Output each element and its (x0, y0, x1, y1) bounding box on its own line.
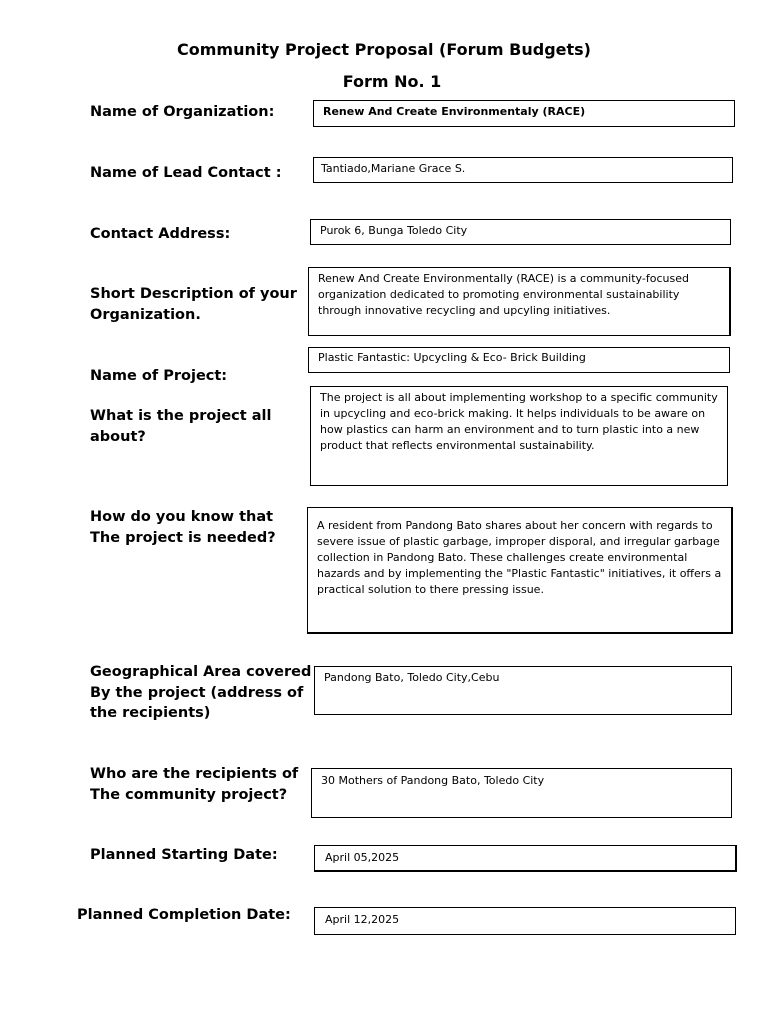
form-number: Form No. 1 (342, 72, 442, 91)
completion-date-label: Planned Completion Date: (77, 907, 291, 923)
organization-name-label: Name of Organization: (90, 104, 275, 120)
project-name-value: Plastic Fantastic: Upcycling & Eco- Brick Building (318, 351, 586, 364)
short-description-label (90, 284, 297, 325)
recipients-field[interactable] (311, 768, 732, 818)
geographical-area-label-line2: By the project (address of (90, 684, 304, 701)
project-about-label-line1: What is the project all (90, 408, 272, 424)
recipients-label-line2: The community project? (90, 786, 288, 803)
project-about-value: The project is all about implementing workshop to a specific community in upcycling and eco-brick making. It helps individuals to be aware on how plastics can harm an environment and to turn plastic into a new product that reflects environmental sustainability. (320, 391, 718, 452)
project-need-label-line1: How do you know that (90, 509, 274, 525)
recipients-label (90, 764, 298, 805)
completion-date-value: April 12,2025 (325, 913, 400, 926)
start-date-value: April 05,2025 (325, 851, 400, 864)
lead-contact-value: Tantiado,Mariane Grace S. (321, 162, 466, 175)
project-need-value: A resident from Pandong Bato shares about her concern with regards to severe issue of plastic garbage, improper disporal, and irregular garbage collection in Pandong Bato. These challenges create environmental hazards and by implementing the "Plastic Fantastic" initiatives, it offers a practical solution to there pressing issue. (317, 519, 722, 596)
project-need-field[interactable] (307, 507, 733, 634)
geographical-area-label-line3: the recipients) (90, 705, 211, 721)
form-title: Community Project Proposal (Forum Budgets) (176, 40, 591, 59)
geographical-area-value: Pandong Bato, Toledo City,Cebu (324, 671, 500, 684)
start-date-field[interactable] (314, 845, 737, 872)
short-description-label-line1: Short Description of your (90, 286, 297, 302)
project-need-label-line2: The project is needed? (90, 529, 276, 546)
recipients-value: 30 Mothers of Pandong Bato, Toledo City (321, 774, 545, 787)
lead-contact-label: Name of Lead Contact : (90, 165, 282, 181)
project-name-label: Name of Project: (90, 368, 228, 384)
project-about-field[interactable] (310, 386, 728, 486)
project-name-field[interactable] (308, 347, 730, 373)
short-description-label-line2: Organization. (90, 306, 201, 323)
contact-address-label: Contact Address: (90, 226, 231, 242)
project-need-label (90, 507, 276, 548)
completion-date-field[interactable] (314, 907, 736, 935)
geographical-area-field[interactable] (314, 666, 732, 715)
geographical-area-label (90, 662, 311, 724)
geographical-area-label-line1: Geographical Area covered (90, 664, 312, 680)
lead-contact-field[interactable] (313, 157, 733, 183)
organization-name-value: Renew And Create Environmentaly (RACE) (323, 105, 586, 118)
contact-address-value: Purok 6, Bunga Toledo City (320, 224, 468, 237)
start-date-label: Planned Starting Date: (90, 847, 278, 863)
short-description-field[interactable] (308, 267, 731, 336)
recipients-label-line1: Who are the recipients of (90, 766, 299, 782)
project-about-label-line2: about? (90, 428, 146, 445)
project-about-label (90, 406, 271, 447)
organization-name-field[interactable] (313, 100, 735, 127)
contact-address-field[interactable] (310, 219, 731, 245)
short-description-value: Renew And Create Environmentally (RACE) is a community-focused organization dedicated to promoting environmental sustainability through innovative recycling and upcyling initiatives. (318, 272, 689, 317)
